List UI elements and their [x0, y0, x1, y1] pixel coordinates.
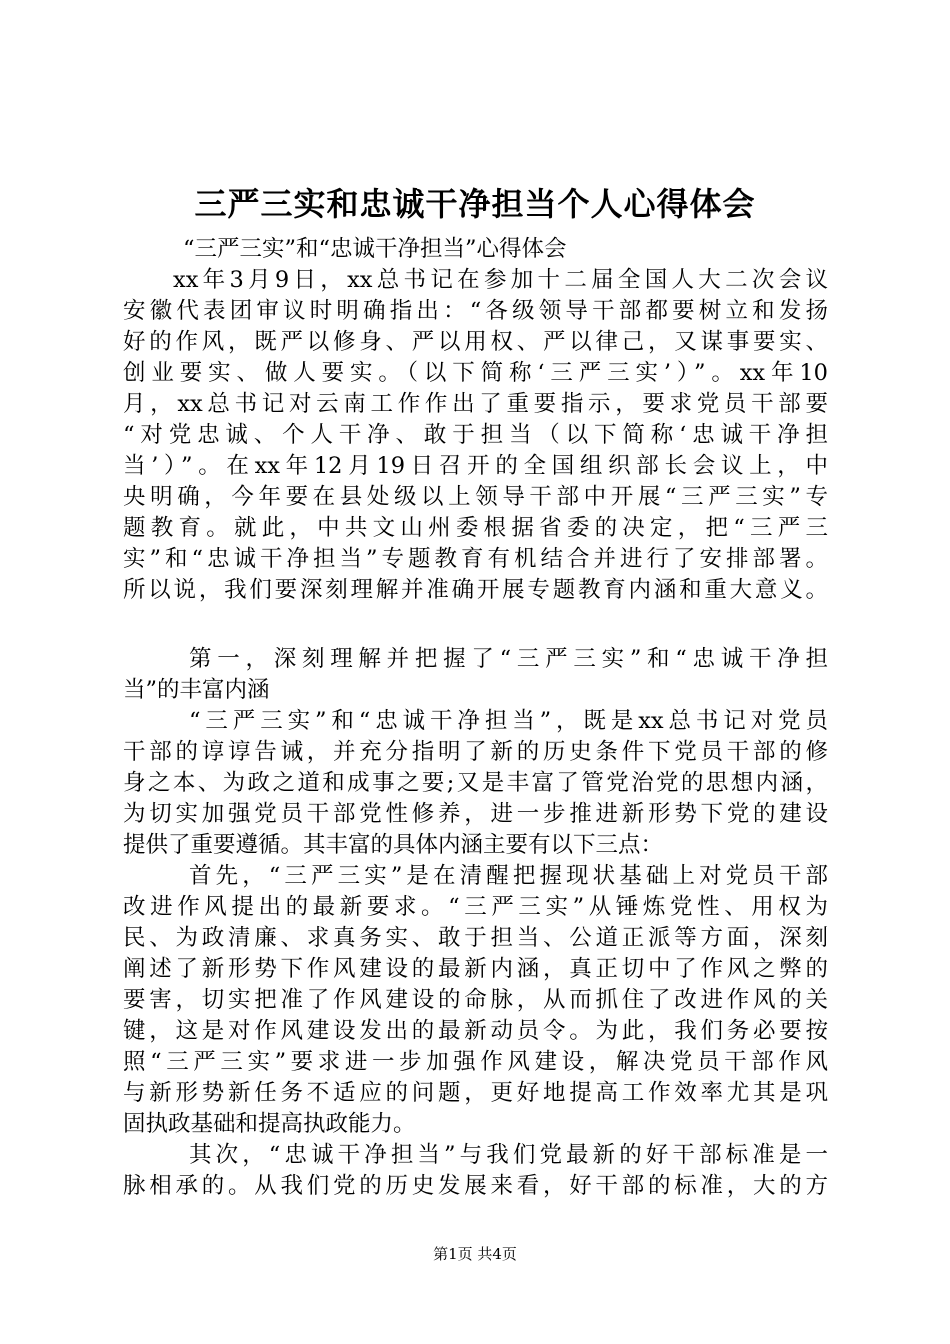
paragraph-line: 干部的谆谆告诫，并充分指明了新的历史条件下党员干部的修	[123, 739, 828, 765]
paragraph-line: 提供了重要遵循。其丰富的具体内涵主要有以下三点：	[123, 832, 664, 858]
paragraph-line: 其次，“忠诚干净担当”与我们党最新的好干部标准是一	[189, 1142, 828, 1168]
section-heading-line: 第一，深刻理解并把握了“三严三实”和“忠诚干净担	[189, 646, 828, 672]
paragraph-line: “对党忠诚、个人干净、敢于担当（以下简称‘忠诚干净担	[123, 422, 828, 448]
paragraph-line: 题教育。就此，中共文山州委根据省委的决定，把“三严三	[123, 515, 828, 541]
paragraph-line: xx年3月9日，xx总书记在参加十二届全国人大二次会议	[173, 267, 828, 293]
paragraph-line: 实”和“忠诚干净担当”专题教育有机结合并进行了安排部署。	[123, 546, 828, 572]
paragraph-line: 键，这是对作风建设发出的最新动员令。为此，我们务必要按	[123, 1018, 828, 1044]
paragraph-line: 阐述了新形势下作风建设的最新内涵，真正切中了作风之弊的	[123, 956, 828, 982]
subtitle-line: “三严三实”和“忠诚干净担当”心得体会	[183, 236, 567, 262]
paragraph-line: 月，xx总书记对云南工作作出了重要指示，要求党员干部要	[123, 391, 828, 417]
paragraph-line: 改进作风提出的最新要求。“三严三实”从锤炼党性、用权为	[123, 894, 828, 920]
page-number-footer: 第1页 共4页	[433, 1245, 517, 1263]
paragraph-line: 身之本、为政之道和成事之要;又是丰富了管党治党的思想内涵，	[123, 770, 828, 796]
paragraph-line: 所以说，我们要深刻理解并准确开展专题教育内涵和重大意义。	[123, 577, 828, 603]
paragraph-line: 为切实加强党员干部党性修养，进一步推进新形势下党的建设	[123, 801, 828, 827]
paragraph-line: 固执政基础和提高执政能力。	[123, 1111, 416, 1137]
paragraph-line: 央明确，今年要在县处级以上领导干部中开展“三严三实”专	[123, 484, 828, 510]
paragraph-line: “三严三实”和“忠诚干净担当”，既是xx总书记对党员	[189, 708, 828, 734]
paragraph-line: 当’）”。在xx年12月19日召开的全国组织部长会议上，中	[123, 453, 828, 479]
paragraph-line: 首先，“三严三实”是在清醒把握现状基础上对党员干部	[189, 863, 828, 889]
paragraph-line: 好的作风，既严以修身、严以用权、严以律己，又谋事要实、	[123, 329, 828, 355]
paragraph-gap	[123, 606, 828, 644]
paragraph-line: 安徽代表团审议时明确指出：“各级领导干部都要树立和发扬	[123, 298, 828, 324]
paragraph-line: 照“三严三实”要求进一步加强作风建设，解决党员干部作风	[123, 1049, 828, 1075]
document-title: 三严三实和忠诚干净担当个人心得体会	[194, 185, 756, 223]
paragraph-line: 民、为政清廉、求真务实、敢于担当、公道正派等方面，深刻	[123, 925, 828, 951]
paragraph-line: 创业要实、做人要实。（以下简称‘三严三实’）”。xx年10	[123, 360, 828, 386]
paragraph-line: 与新形势新任务不适应的问题，更好地提高工作效率尤其是巩	[123, 1080, 828, 1106]
document-body	[123, 234, 828, 1202]
paragraph-line: 脉相承的。从我们党的历史发展来看，好干部的标准，大的方	[123, 1173, 828, 1199]
paragraph-line: 要害，切实把准了作风建设的命脉，从而抓住了改进作风的关	[123, 987, 828, 1013]
section-heading-line: 当”的丰富内涵	[123, 677, 270, 703]
